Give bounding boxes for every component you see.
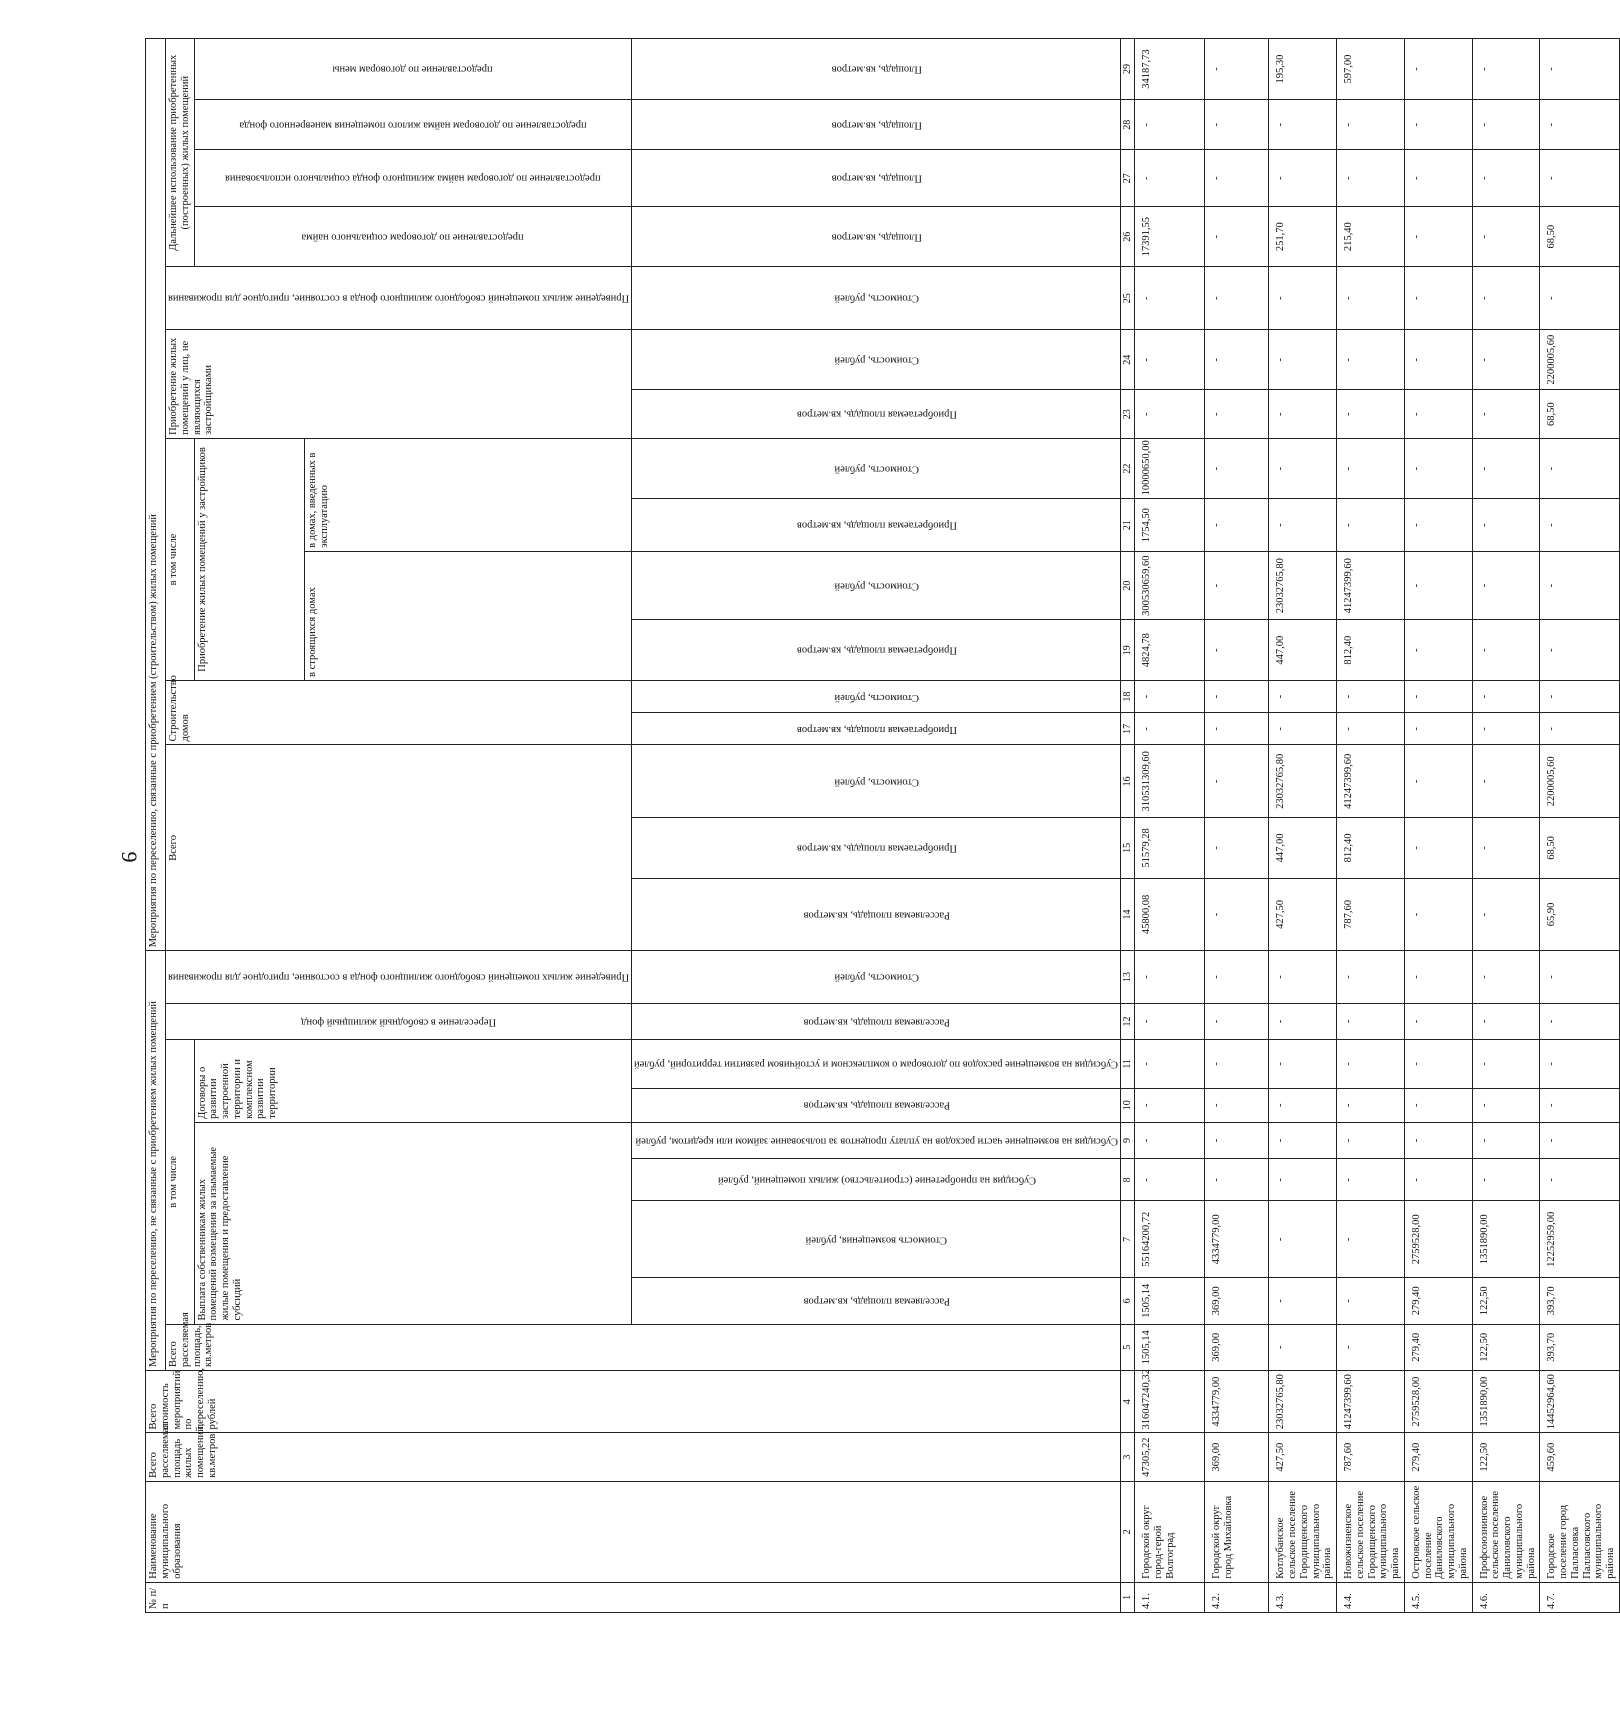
table-cell: - (1404, 39, 1472, 100)
table-cell: - (1135, 951, 1205, 1004)
table-cell: - (1404, 551, 1472, 620)
hdr-c6: Расселяемая площадь, кв.метров (632, 1278, 1121, 1324)
table-cell: - (1472, 100, 1540, 150)
table-cell: - (1269, 1003, 1337, 1039)
table-cell: - (1404, 745, 1472, 818)
table-cell: - (1269, 150, 1337, 206)
column-number-row (1121, 39, 1135, 1613)
table-cell: - (1472, 620, 1540, 681)
table-cell: - (1337, 713, 1405, 745)
column-number: 5 (1121, 1324, 1135, 1370)
hdr-c9: Субсидия на возмещение части расходов на уплату процентов за пользование займом или кредитом, рублей (632, 1122, 1121, 1158)
table-cell: - (1404, 1122, 1472, 1158)
column-number: 4 (1121, 1370, 1135, 1433)
hdr-c13: Стоимость, рублей (632, 951, 1121, 1004)
column-number: 16 (1121, 745, 1135, 818)
table-cell: - (1540, 267, 1620, 330)
hdr-u27: предоставление по договорам найма жилищного фонда социального использования (194, 150, 632, 206)
table-cell: 68,50 (1540, 818, 1620, 879)
column-number: 9 (1121, 1122, 1135, 1158)
table-cell: - (1472, 267, 1540, 330)
table-cell: - (1337, 499, 1405, 551)
table-cell: - (1337, 1040, 1405, 1088)
hdr-c4: Всего стоимость мероприятий по переселению, рублей (146, 1370, 1121, 1433)
hdr-u28: предоставление по договорам найма жилого помещения маневренного фонда (194, 100, 632, 150)
table-cell: - (1404, 150, 1472, 206)
table-cell: 316047240,32 (1135, 1370, 1205, 1433)
municipality-name: Городской округ город-герой Волгоград (1135, 1481, 1205, 1582)
table-cell: - (1472, 1040, 1540, 1088)
table-cell: - (1540, 951, 1620, 1004)
table-cell: - (1472, 329, 1540, 390)
table-cell: 122,50 (1472, 1324, 1540, 1370)
column-number: 6 (1121, 1278, 1135, 1324)
table-cell: - (1269, 1278, 1337, 1324)
table-cell: - (1404, 329, 1472, 390)
table-cell: 17391,55 (1135, 206, 1205, 267)
hdr-c12: Расселяемая площадь, кв.метров (632, 1003, 1121, 1039)
hdr-c15: Приобретаемая площадь, кв.метров (632, 818, 1121, 879)
table-cell: - (1337, 329, 1405, 390)
hdr-in-built: в строящихся домах (304, 551, 631, 680)
table-cell: - (1205, 745, 1269, 818)
table-cell: - (1404, 100, 1472, 150)
table-cell: - (1404, 1003, 1472, 1039)
table-cell: - (1472, 438, 1540, 499)
table-cell: - (1472, 551, 1540, 620)
table-cell: - (1540, 713, 1620, 745)
table-cell: - (1540, 1003, 1620, 1039)
column-number: 28 (1121, 100, 1135, 150)
table-cell: 279,40 (1404, 1278, 1472, 1324)
table-cell: 1505,14 (1135, 1278, 1205, 1324)
hdr-fit-free: Приведение жилых помещений свободного жилищного фонда в состояние, пригодное для проживания (166, 951, 632, 1004)
table-cell: - (1404, 818, 1472, 879)
municipality-name: Новожизненское сельское поселение Городищенского муниципального района (1337, 1481, 1405, 1582)
table-cell: - (1337, 951, 1405, 1004)
hdr-further-use: Дальнейшее использование приобретенных (построенных) жилых помещений (166, 39, 195, 267)
table-cell: - (1472, 150, 1540, 206)
table-cell: - (1269, 1201, 1337, 1278)
table-cell: - (1205, 390, 1269, 438)
table-cell: - (1205, 1003, 1269, 1039)
table-cell: 279,40 (1404, 1324, 1472, 1370)
table-cell: 4334779,00 (1205, 1201, 1269, 1278)
table-cell: 47305,22 (1135, 1433, 1205, 1481)
table-cell: - (1472, 680, 1540, 712)
table-cell: 2200005,60 (1540, 329, 1620, 390)
table-cell: - (1205, 267, 1269, 330)
hdr-c21: Приобретаемая площадь, кв.метров (632, 499, 1121, 551)
table-cell: - (1205, 438, 1269, 499)
row-number: 4.2. (1205, 1582, 1269, 1612)
table-cell: - (1135, 680, 1205, 712)
table-cell: - (1205, 499, 1269, 551)
table-cell: - (1472, 390, 1540, 438)
column-number: 1 (1121, 1582, 1135, 1612)
table-cell: - (1540, 620, 1620, 681)
municipality-name: Городское поселение город Палласовка Палласовского муниципального района (1540, 1481, 1620, 1582)
row-number: 4.7. (1540, 1582, 1620, 1612)
table-cell: - (1135, 390, 1205, 438)
table-cell: - (1205, 1088, 1269, 1122)
table-cell: - (1404, 1159, 1472, 1201)
table-cell: - (1205, 680, 1269, 712)
table-cell: - (1540, 39, 1620, 100)
table-cell: 427,50 (1269, 878, 1337, 951)
table-cell: - (1269, 713, 1337, 745)
hdr-c24: Стоимость, рублей (632, 329, 1121, 390)
table-cell: - (1404, 1088, 1472, 1122)
column-number: 15 (1121, 818, 1135, 879)
table-cell: - (1404, 680, 1472, 712)
hdr-c26: Площадь, кв.метров (632, 206, 1121, 267)
table-cell: - (1205, 39, 1269, 100)
hdr-in-operated: в домах, введенных в эксплуатацию (304, 438, 631, 551)
table-cell: 1351890,00 (1472, 1370, 1540, 1433)
table-cell: 68,50 (1540, 390, 1620, 438)
table-cell: 427,50 (1269, 1433, 1337, 1481)
table-cell: 459,60 (1540, 1433, 1620, 1481)
column-number: 24 (1121, 329, 1135, 390)
hdr-in-that-1: в том числе (166, 1040, 195, 1324)
table-cell: - (1337, 1122, 1405, 1158)
column-number: 8 (1121, 1159, 1135, 1201)
table-cell: 12252959,00 (1540, 1201, 1620, 1278)
hdr-c1: № п/п (146, 1582, 1121, 1612)
table-cell: - (1404, 951, 1472, 1004)
table-cell: - (1337, 680, 1405, 712)
column-number: 21 (1121, 499, 1135, 551)
table-cell: - (1269, 100, 1337, 150)
municipality-name: Профсоюзнинское сельское поселение Даниловского муниципального района (1472, 1481, 1540, 1582)
table-cell: - (1269, 1324, 1337, 1370)
table-cell: 10000650,00 (1135, 438, 1205, 499)
table-cell: - (1540, 551, 1620, 620)
hdr-c22: Стоимость, рублей (632, 438, 1121, 499)
table-cell: - (1404, 878, 1472, 951)
table-cell: - (1337, 100, 1405, 150)
table-cell: 41247399,60 (1337, 1370, 1405, 1433)
hdr-c3: Всего расселяемая площадь жилых помещений, кв.метров (146, 1433, 1121, 1481)
table-cell: 68,50 (1540, 206, 1620, 267)
table-cell: - (1404, 620, 1472, 681)
page-number: 9 (117, 851, 142, 863)
table-cell: - (1540, 150, 1620, 206)
table-cell: 4824,78 (1135, 620, 1205, 681)
row-number: 4.3. (1269, 1582, 1337, 1612)
table-cell: - (1205, 1159, 1269, 1201)
hdr-c11: Субсидия на возмещение расходов по договорам о комплексном и устойчивом развитии территорий, рублей (632, 1040, 1121, 1088)
hdr-c2: Наименование муниципального образования (146, 1481, 1121, 1582)
column-number: 10 (1121, 1088, 1135, 1122)
table-cell: 122,50 (1472, 1278, 1540, 1324)
table-cell: - (1269, 1040, 1337, 1088)
table-cell: 369,00 (1205, 1278, 1269, 1324)
row-number: 4.4. (1337, 1582, 1405, 1612)
hdr-c23: Приобретаемая площадь, кв.метров (632, 390, 1121, 438)
table-cell: - (1135, 1003, 1205, 1039)
hdr-total: Всего (166, 745, 632, 951)
hdr-construction: Строительство домов (166, 680, 632, 745)
table-cell: - (1540, 1088, 1620, 1122)
table-cell: - (1205, 329, 1269, 390)
column-number: 18 (1121, 680, 1135, 712)
table-cell: - (1472, 951, 1540, 1004)
municipality-name: Городской округ город Михайловка (1205, 1481, 1269, 1582)
table-cell: 1505,14 (1135, 1324, 1205, 1370)
table-cell: 122,50 (1472, 1433, 1540, 1481)
table-cell: 65,90 (1540, 878, 1620, 951)
table-cell: 369,00 (1205, 1324, 1269, 1370)
resettlement-table (145, 38, 1620, 1613)
table-cell: - (1540, 1122, 1620, 1158)
table-cell: 2200005,60 (1540, 745, 1620, 818)
table-cell: - (1337, 1324, 1405, 1370)
table-cell: 787,60 (1337, 878, 1405, 951)
table-cell: - (1472, 1003, 1540, 1039)
table-cell: - (1269, 951, 1337, 1004)
table-cell: 45800,08 (1135, 878, 1205, 951)
table-cell: - (1135, 1040, 1205, 1088)
hdr-free-fund: Переселение в свободный жилищный фонд (166, 1003, 632, 1039)
hdr-fit-fund: Приведение жилых помещений свободного жилищного фонда в состояние, пригодное для проживания (166, 267, 632, 330)
table-cell: - (1337, 390, 1405, 438)
table-cell: - (1205, 150, 1269, 206)
table-cell: - (1540, 680, 1620, 712)
rotated-table-sheet (145, 38, 1617, 1613)
hdr-c16: Стоимость, рублей (632, 745, 1121, 818)
hdr-contracts: Договоры о развитии застроенной территории и комплексном развитии территории (194, 1040, 632, 1123)
column-number: 23 (1121, 390, 1135, 438)
table-cell: - (1205, 878, 1269, 951)
hdr-c18: Стоимость, рублей (632, 680, 1121, 712)
table-cell: - (1205, 1122, 1269, 1158)
table-cell: - (1404, 1040, 1472, 1088)
column-number: 7 (1121, 1201, 1135, 1278)
table-cell: - (1269, 1088, 1337, 1122)
hdr-payout: Выплата собственникам жилых помещений возмещения за изымаемые жилые помещения и предоставление субсидий (194, 1122, 632, 1324)
table-cell: - (1404, 499, 1472, 551)
table-cell: - (1205, 206, 1269, 267)
table-cell: 2759528,00 (1404, 1370, 1472, 1433)
table-cell: - (1540, 1040, 1620, 1088)
column-number: 13 (1121, 951, 1135, 1004)
table-cell: 447,00 (1269, 620, 1337, 681)
table-cell: 4334779,00 (1205, 1370, 1269, 1433)
table-cell: 41247399,60 (1337, 551, 1405, 620)
hdr-c17: Приобретаемая площадь, кв.метров (632, 713, 1121, 745)
table-cell: - (1337, 438, 1405, 499)
table-cell: - (1135, 150, 1205, 206)
hdr-c5: Всего расселяемая площадь, кв.метров (166, 1324, 1121, 1370)
table-cell: - (1472, 1159, 1540, 1201)
table-cell: - (1135, 1088, 1205, 1122)
table-cell: - (1337, 267, 1405, 330)
column-number: 22 (1121, 438, 1135, 499)
row-number: 4.6. (1472, 1582, 1540, 1612)
table-row (1135, 39, 1205, 1613)
hdr-c19: Приобретаемая площадь, кв.метров (632, 620, 1121, 681)
table-cell: 393,70 (1540, 1278, 1620, 1324)
row-number: 4.5. (1404, 1582, 1472, 1612)
table-cell: - (1404, 438, 1472, 499)
hdr-c14: Расселяемая площадь, кв.метров (632, 878, 1121, 951)
table-cell: 51579,28 (1135, 818, 1205, 879)
hdr-c8: Субсидия на приобретение (строительство) жилых помещений, рублей (632, 1159, 1121, 1201)
table-cell: 279,40 (1404, 1433, 1472, 1481)
table-cell: - (1269, 499, 1337, 551)
hdr-buy-non-dev: Приобретение жилых помещений у лиц, не являющихся застройщиками (166, 329, 632, 438)
table-cell: - (1269, 390, 1337, 438)
table-row (1472, 39, 1540, 1613)
table-cell: - (1269, 438, 1337, 499)
table-cell: - (1404, 713, 1472, 745)
row-number: 4.1. (1135, 1582, 1205, 1612)
table-cell: - (1404, 206, 1472, 267)
hdr-u29: предоставление по договорам мены (194, 39, 632, 100)
table-cell: - (1337, 1278, 1405, 1324)
table-row (1269, 39, 1337, 1613)
table-cell: - (1472, 206, 1540, 267)
column-number: 14 (1121, 878, 1135, 951)
column-number: 25 (1121, 267, 1135, 330)
table-cell: - (1135, 713, 1205, 745)
hdr-c28: Площадь, кв.метров (632, 100, 1121, 150)
table-cell: - (1205, 951, 1269, 1004)
table-cell: 23032765,80 (1269, 745, 1337, 818)
hdr-in-that-2: в том числе (166, 438, 195, 680)
table-cell: - (1205, 551, 1269, 620)
table-cell: - (1269, 329, 1337, 390)
table-cell: - (1540, 499, 1620, 551)
table-cell: 812,40 (1337, 620, 1405, 681)
hdr-c29: Площадь, кв.метров (632, 39, 1121, 100)
table-cell: 369,00 (1205, 1433, 1269, 1481)
table-cell: - (1337, 1088, 1405, 1122)
table-cell: - (1135, 1159, 1205, 1201)
table-cell: - (1472, 713, 1540, 745)
table-cell: 393,70 (1540, 1324, 1620, 1370)
table-cell: - (1472, 39, 1540, 100)
table-cell: - (1269, 1122, 1337, 1158)
column-number: 29 (1121, 39, 1135, 100)
table-cell: - (1540, 438, 1620, 499)
table-cell: - (1472, 745, 1540, 818)
table-cell: 310531309,60 (1135, 745, 1205, 818)
column-number: 26 (1121, 206, 1135, 267)
hdr-group-not-related: Мероприятия по переселению, не связанные с приобретением жилых помещений (146, 951, 166, 1371)
table-cell: - (1472, 878, 1540, 951)
table-cell: 447,00 (1269, 818, 1337, 879)
table-cell: - (1337, 1201, 1405, 1278)
table-cell: - (1135, 267, 1205, 330)
table-cell: - (1205, 620, 1269, 681)
hdr-u26: предоставление по договорам социального найма (194, 206, 632, 267)
hdr-c10: Расселяемая площадь, кв.метров (632, 1088, 1121, 1122)
table-row (1540, 39, 1620, 1613)
table-cell: - (1540, 1159, 1620, 1201)
municipality-name: Котлубанское сельское поселение Городищенского муниципального района (1269, 1481, 1337, 1582)
column-number: 3 (1121, 1433, 1135, 1481)
column-number: 17 (1121, 713, 1135, 745)
table-cell: - (1404, 267, 1472, 330)
table-cell: 1754,50 (1135, 499, 1205, 551)
table-cell: 215,40 (1337, 206, 1405, 267)
table-cell: - (1135, 100, 1205, 150)
hdr-c7: Стоимость возмещения, рублей (632, 1201, 1121, 1278)
table-cell: - (1404, 390, 1472, 438)
table-cell: - (1472, 499, 1540, 551)
table-cell: - (1269, 1159, 1337, 1201)
table-cell: 812,40 (1337, 818, 1405, 879)
hdr-c25: Стоимость, рублей (632, 267, 1121, 330)
table-cell: - (1337, 1003, 1405, 1039)
table-row (1205, 39, 1269, 1613)
table-cell: - (1472, 1122, 1540, 1158)
table-cell: - (1205, 1040, 1269, 1088)
column-number: 19 (1121, 620, 1135, 681)
column-number: 12 (1121, 1003, 1135, 1039)
table-cell: - (1337, 150, 1405, 206)
table-cell: - (1205, 818, 1269, 879)
column-number: 27 (1121, 150, 1135, 206)
table-cell: 300530659,60 (1135, 551, 1205, 620)
table-cell: - (1135, 1122, 1205, 1158)
table-cell: 41247399,60 (1337, 745, 1405, 818)
table-cell: - (1540, 100, 1620, 150)
table-cell: 55164200,72 (1135, 1201, 1205, 1278)
table-cell: 2759528,00 (1404, 1201, 1472, 1278)
table-cell: - (1205, 713, 1269, 745)
table-cell: 1351890,00 (1472, 1201, 1540, 1278)
table-cell: 597,00 (1337, 39, 1405, 100)
table-cell: - (1269, 680, 1337, 712)
column-number: 11 (1121, 1040, 1135, 1088)
table-cell: 23032765,80 (1269, 1370, 1337, 1433)
hdr-c20: Стоимость, рублей (632, 551, 1121, 620)
table-cell: 23032765,80 (1269, 551, 1337, 620)
table-cell: - (1472, 818, 1540, 879)
table-cell: - (1269, 267, 1337, 330)
hdr-buy-dev: Приобретение жилых помещений у застройщиков (194, 438, 304, 680)
table-cell: - (1472, 1088, 1540, 1122)
table-cell: - (1337, 1159, 1405, 1201)
table-cell: - (1135, 329, 1205, 390)
column-number: 2 (1121, 1481, 1135, 1582)
hdr-group-related: Мероприятия по переселению, связанные с приобретением (строительством) жилых помещений (146, 39, 166, 951)
table-cell: 787,60 (1337, 1433, 1405, 1481)
municipality-name: Островское сельское поселение Даниловского муниципального района (1404, 1481, 1472, 1582)
table-row (1404, 39, 1472, 1613)
hdr-c27: Площадь, кв.метров (632, 150, 1121, 206)
table-cell: - (1205, 100, 1269, 150)
table-cell: 14452964,60 (1540, 1370, 1620, 1433)
table-row (1337, 39, 1405, 1613)
column-number: 20 (1121, 551, 1135, 620)
table-cell: 195,30 (1269, 39, 1337, 100)
table-cell: 34187,73 (1135, 39, 1205, 100)
table-cell: 251,70 (1269, 206, 1337, 267)
